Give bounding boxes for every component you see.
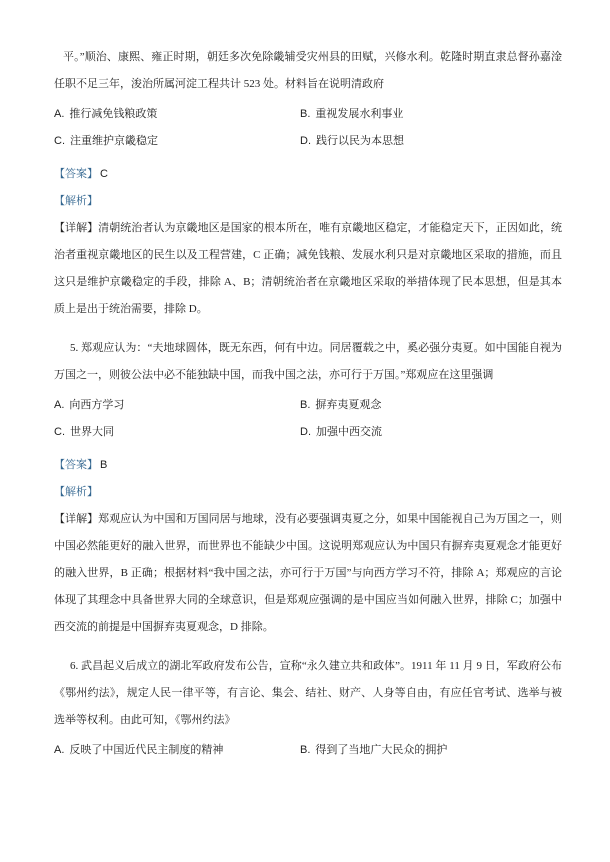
option-key: B.: [300, 399, 311, 411]
question-4-detail-text: 【详解】清朝统治者认为京畿地区是国家的根本所在，唯有京畿地区稳定，才能稳定天下，正因如此，统治者重视京畿地区的民生以及工程营建，C 正确；减免钱粮、发展水利只是对京畿地区采取的措施，而且这只是维护京畿稳定的手段，排除 A、B；清朝统治者在京畿地区采取的举措体现了民本思想，但是其本质上是出于统治需要，排除 D。: [54, 222, 562, 315]
question-5-detail-text: 【详解】郑观应认为中国和万国同居与地球，没有必要强调夷夏之分，如果中国能视自己为万国之一，则中国必然能更好的融入世界，而世界也不能缺少中国。这说明郑观应认为中国只有摒弃夷夏观念才能更好的融入世界，B 正确；根据材料“我中国之法，亦可行于万国”与向西方学习不符，排除 A；郑观应的言论体现了其理念中具备世界大同的全球意识，但是郑观应强调的是中国应当如何融入世界，排除 C；加强中西交流的前提是中国摒弃夷夏观念，D 排除。: [54, 513, 562, 633]
question-6-stem: 6. 武昌起义后成立的湖北军政府发布公告，宣称“永久建立共和政体”。1911 年 11 月 9 日，军政府公布《鄂州约法》，规定人民一律平等，有言论、集会、结社、财产、人身等自由，有应任官考试、选举与被选举等权利。由此可知，《鄂州约法》: [54, 660, 562, 726]
question-5-analysis-row: [54, 479, 562, 506]
analysis-label: 【解析】: [54, 195, 98, 207]
question-6-options: [54, 737, 562, 764]
option-text: 得到了当地广大民众的拥护: [315, 744, 448, 756]
option-text: 向西方学习: [69, 399, 125, 411]
option-a: [54, 737, 300, 764]
option-key: C.: [54, 426, 65, 438]
option-key: D.: [300, 135, 311, 147]
option-d: [300, 419, 562, 446]
option-text: 重视发展水利事业: [315, 108, 404, 120]
answer-label: 【答案】: [54, 168, 98, 180]
option-key: A.: [54, 108, 65, 120]
option-text: 注重维护京畿稳定: [70, 135, 158, 147]
option-key: A.: [54, 399, 65, 411]
option-text: 反映了中国近代民主制度的精神: [69, 744, 224, 756]
answer-value: B: [100, 459, 108, 471]
option-c: [54, 419, 300, 446]
question-5-block: [54, 335, 562, 641]
question-4-continuation-text: 平。”顺治、康熙、雍正时期，朝廷多次免除畿辅受灾州县的田赋，兴修水利。乾隆时期直隶总督孙嘉淦任职不足三年，浚治所属河淀工程共计 523 处。材料旨在说明清政府: [54, 51, 562, 90]
option-text: 践行以民为本思想: [316, 135, 404, 147]
question-5-answer-row: [54, 452, 562, 479]
analysis-label: 【解析】: [54, 486, 98, 498]
option-text: 世界大同: [70, 426, 114, 438]
question-4-answer-row: [54, 161, 562, 188]
option-a: [54, 392, 300, 419]
option-key: B.: [300, 744, 311, 756]
option-key: A.: [54, 744, 65, 756]
option-text: 加强中西交流: [316, 426, 382, 438]
option-a: [54, 101, 300, 128]
option-key: D.: [300, 426, 311, 438]
option-c: [54, 128, 300, 155]
answer-label: 【答案】: [54, 459, 98, 471]
question-6-block: [54, 653, 562, 764]
option-text: 摒弃夷夏观念: [315, 399, 382, 411]
answer-value: C: [100, 168, 108, 180]
option-key: B.: [300, 108, 311, 120]
question-5-stem: 5. 郑观应认为：“夫地球圆体，既无东西，何有中边。同居覆载之中，奚必强分夷夏。如中国能自视为万国之一，则彼公法中必不能独缺中国，而我中国之法，亦可行于万国。”郑观应在这里强调: [54, 342, 562, 381]
option-b: [300, 101, 562, 128]
option-b: [300, 737, 562, 764]
option-text: 推行减免钱粮政策: [69, 108, 158, 120]
question-5-options: [54, 392, 562, 446]
option-key: C.: [54, 135, 65, 147]
question-4-analysis-row: [54, 188, 562, 215]
option-b: [300, 392, 562, 419]
question-4-options: [54, 101, 562, 155]
option-d: [300, 128, 562, 155]
